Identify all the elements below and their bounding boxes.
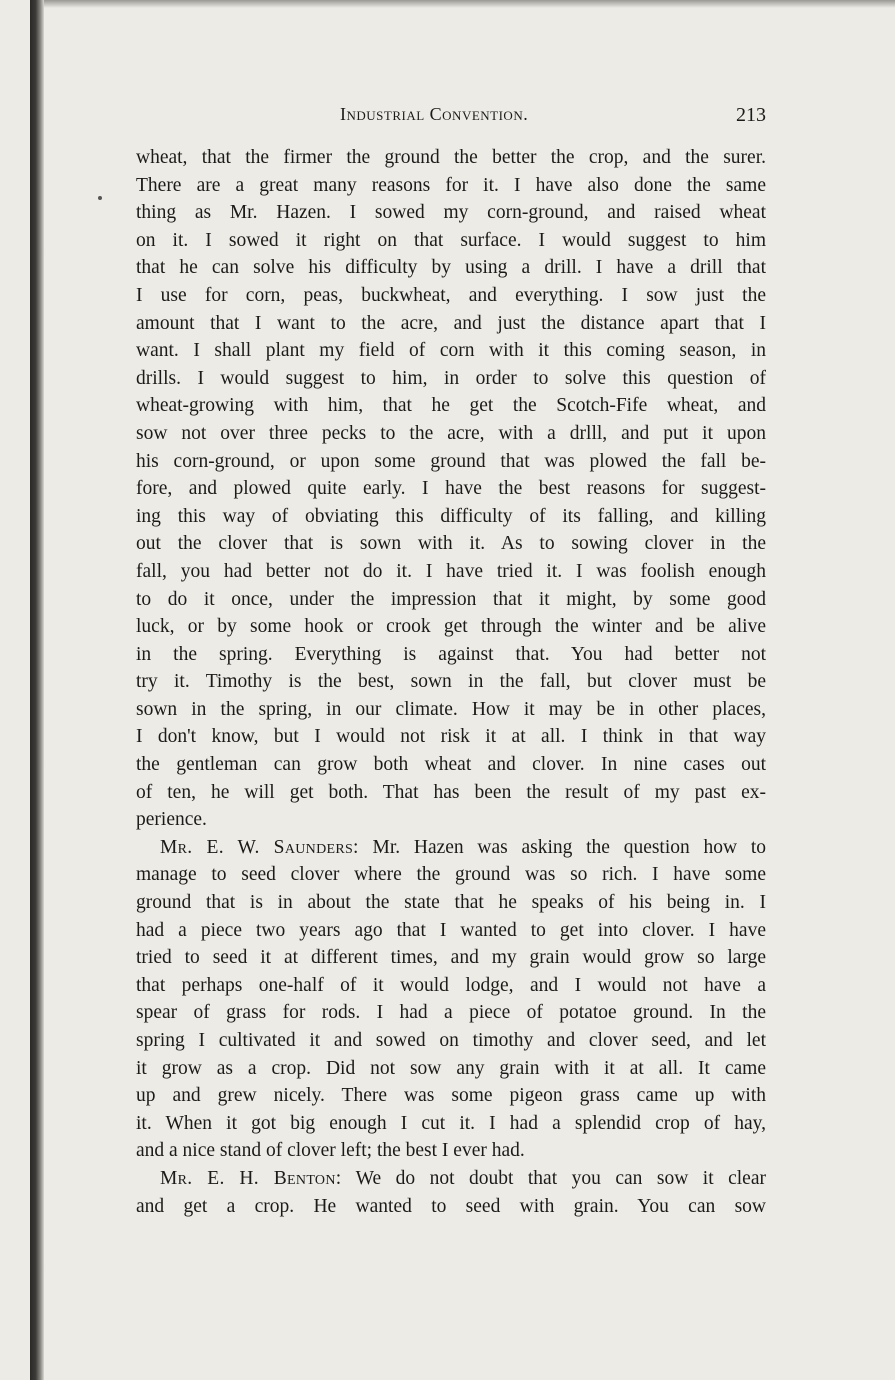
text-line: spring I cultivated it and sowed on timothy and clover seed, and let xyxy=(136,1030,766,1051)
text-line: and get a crop. He wanted to seed with grain. You can sow xyxy=(136,1195,766,1217)
text-line: had a piece two years ago that I wanted to get into clover. I have xyxy=(136,919,766,941)
speech-opening-benton xyxy=(136,1165,766,1193)
text-line: There are a great many reasons for it. I have also done the same xyxy=(136,174,766,196)
book-binding-edge xyxy=(30,0,44,1380)
text-line: drills. I would suggest to him, in order to solve this question of xyxy=(136,367,766,389)
text-line: sow not over three pecks to the acre, with a drlll, and put it upon xyxy=(136,422,766,444)
text-line: amount that I want to the acre, and just the distance apart that I xyxy=(136,312,766,334)
text-line: of ten, he will get both. That has been the result of my past ex- xyxy=(136,781,766,803)
ink-speck xyxy=(98,196,102,200)
page-header xyxy=(136,102,766,132)
speaker-name: Mr. E. W. Saunders: xyxy=(160,836,359,858)
speech-opening-saunders xyxy=(136,834,766,862)
text-line: his corn-ground, or upon some ground that was plowed the fall be- xyxy=(136,450,766,472)
text-line: manage to seed clover where the ground was so rich. I have some xyxy=(136,864,766,886)
text-line: that he can solve his difficulty by using a drill. I have a drill that xyxy=(136,257,766,279)
text-line: thing as Mr. Hazen. I sowed my corn-ground, and raised wheat xyxy=(136,202,766,224)
text-line: spear of grass for rods. I had a piece of potatoe ground. In the xyxy=(136,1002,766,1024)
text-line: in the spring. Everything is against that. You had better not xyxy=(136,643,766,665)
text-line: luck, or by some hook or crook get through the winter and be alive xyxy=(136,616,766,638)
text-line: that perhaps one-half of it would lodge, and I would not have a xyxy=(136,974,766,996)
text-line: it. When it got big enough I cut it. I had a splendid crop of hay, xyxy=(136,1112,766,1134)
text-line: I use for corn, peas, buckwheat, and everything. I sow just the xyxy=(136,284,766,306)
text-line: on it. I sowed it right on that surface. I would suggest to him xyxy=(136,229,766,251)
text-line: fore, and plowed quite early. I have the best reasons for suggest- xyxy=(136,478,766,500)
text-line: ing this way of obviating this difficulty of its falling, and killing xyxy=(136,505,766,527)
text-line: up and grew nicely. There was some pigeon grass came up with xyxy=(136,1085,766,1107)
speaker-name: Mr. E. H. Benton: xyxy=(160,1167,342,1189)
text-line: ground that is in about the state that he speaks of his being in. I xyxy=(136,892,766,914)
page-number: 213 xyxy=(736,104,766,126)
text-line: it grow as a crop. Did not sow any grain with it at all. It came xyxy=(136,1057,766,1079)
text-line: out the clover that is sown with it. As to sowing clover in the xyxy=(136,533,766,555)
text-line: want. I shall plant my field of corn with it this coming season, in xyxy=(136,340,766,362)
text-line: the gentleman can grow both wheat and clover. In nine cases out xyxy=(136,754,766,776)
text-line: and a nice stand of clover left; the best I ever had. xyxy=(136,1140,525,1162)
text-line: wheat, that the firmer the ground the better the crop, and the surer. xyxy=(136,147,766,168)
text-line: try it. Timothy is the best, sown in the fall, but clover must be xyxy=(136,671,766,693)
page-top-shadow xyxy=(44,0,895,8)
body-text xyxy=(136,144,766,1220)
text-line: fall, you had better not do it. I have tried it. I was foolish enough xyxy=(136,560,766,582)
text-line: sown in the spring, in our climate. How it may be in other places, xyxy=(136,698,766,720)
running-head: Industrial Convention. xyxy=(340,104,529,124)
speech-text: Mr. Hazen was asking the question how to xyxy=(358,836,766,858)
speech-text: We do not doubt that you can sow it clear xyxy=(341,1167,766,1189)
text-line: to do it once, under the impression that it might, by some good xyxy=(136,588,766,610)
text-line: perience. xyxy=(136,809,207,831)
text-line: wheat-growing with him, that he get the Scotch-Fife wheat, and xyxy=(136,395,766,417)
text-line: I don't know, but I would not risk it at all. I think in that way xyxy=(136,726,766,748)
text-line: tried to seed it at different times, and my grain would grow so large xyxy=(136,947,766,969)
